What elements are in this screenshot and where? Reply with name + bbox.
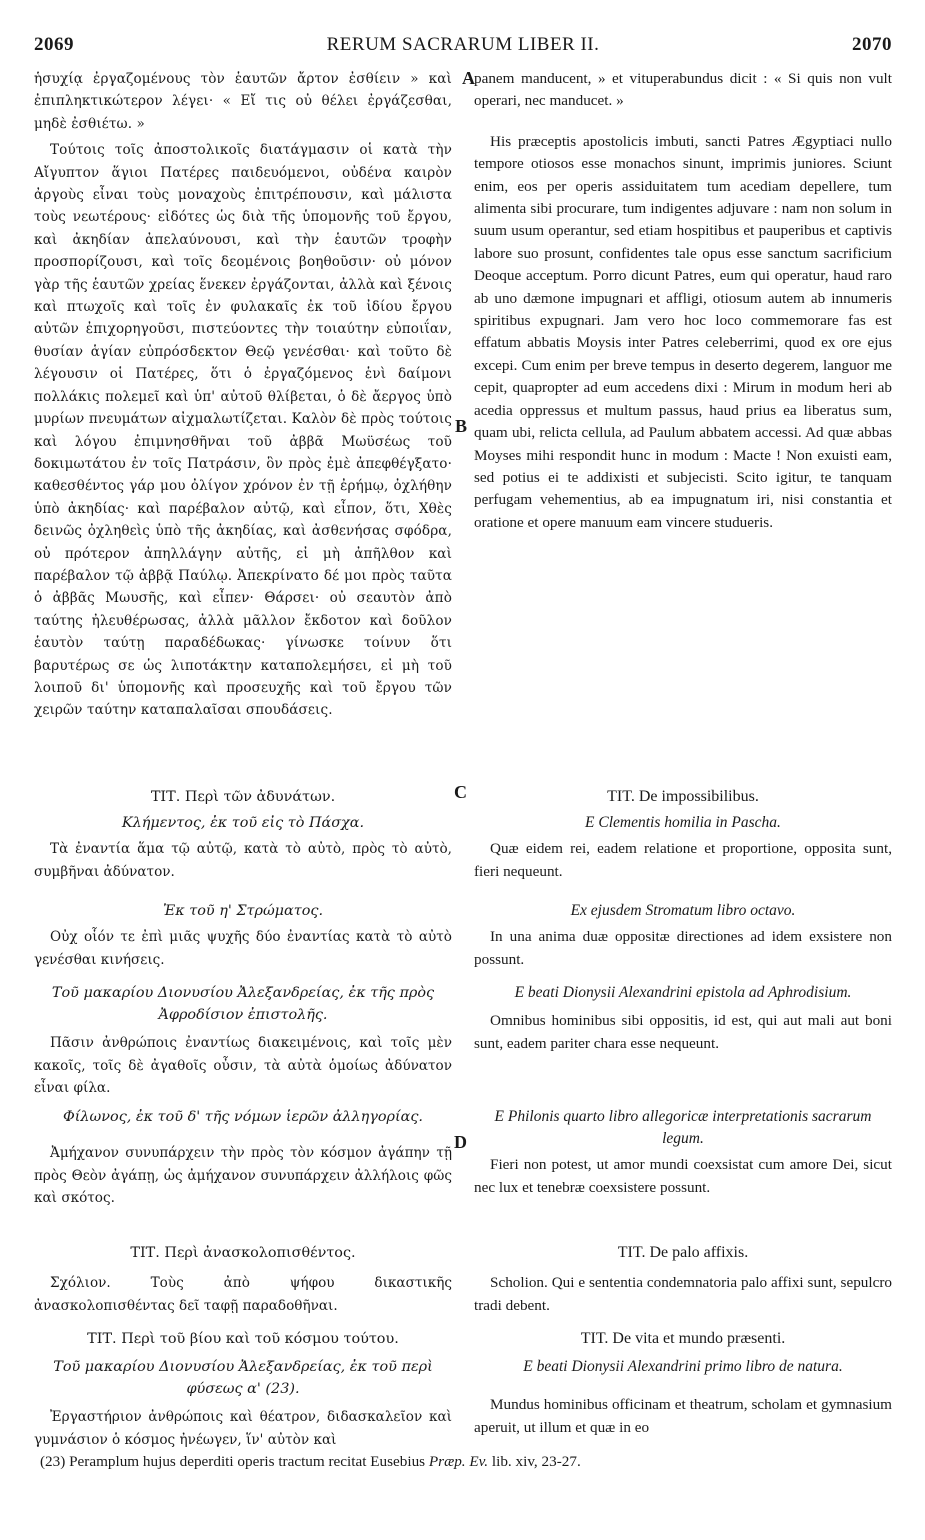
greek-paragraph-2: Τούτοις τοῖς ἀποστολικοῖς διατάγμασιν οἱ κατὰ τὴν Αἴγυπτον ἅγιοι Πατέρες παιδευόμενοι, οὐδένα καιρὸν ἀργοὺς εἶναι τοὺς μοναχοὺς ἐπιτρέπουσιν, καὶ μάλιστα τοὺς νεωτέρους· εἰδότες ὡς διὰ τῆς ὑπομονῆς τοῦ ἔργου, καὶ ἀκηδίαν ἀπελαύνουσι, καὶ τὴν ἑαυτῶν τροφὴν προσπορίζουσι, καὶ τοῖς δεομένοις βοηθοῦσιν· οὐ μόνον γὰρ τῆς ἑαυτῶν χρείας ἕνεκεν ἐργάζονται, ἀλλὰ καὶ ξένοις καὶ πτωχοῖς καὶ τοῖς ἐν φυλακαῖς ἐκ τοῦ ἰδίου ἔργου αὐτῶν ἐπιχορηγοῦσι, πιστεύοντες τὴν τοιαύτην εὐποιΐαν, θυσίαν ἁγίαν εὐπρόσδεκτον Θεῷ γενέσθαι· καὶ τοῦτο δὲ λέγουσιν οἱ Πατέρες, ὅτι ὁ ἐργαζόμενος ἑνὶ δαίμονι πολλάκις πολεμεῖ καὶ ὑπ' αὐτοῦ θλίβεται, ὁ δὲ ἄεργος ὑπὸ μυρίων πνευμάτων αἰχμαλωτίζεται. Καλὸν δὲ πρὸς τούτοις καὶ λόγου ἐπιμνησθῆναι τοῦ ἀββᾶ Μωϋσέως τοῦ δοκιμωτάτου ἐν τοῖς Πατράσιν, ὃν πρὸς ἐμὲ ἀπεφθέγξατο· καθεσθέντος γάρ μου ὀλίγον χρόνον ἐν τῇ ἐρήμῳ, ὀχλήθην ὑπὸ ἀκηδίας· καὶ παρέβαλον αὐτῷ, καὶ εἶπον, ὅτι, Χθὲς δεινῶς ὀχληθεὶς ὑπὸ τῆς ἀκηδίας, καὶ ἀσθενήσας σφόδρα, οὐ πρότερον ἀπηλλάγην αὐτῆς, εἰ μὴ ἀπῆλθον καὶ παρέβαλον τῷ ἀββᾷ Παύλῳ. Ἀπεκρίνατο δέ μοι πρὸς ταῦτα ὁ ἀββᾶς Μωυσῆς, καὶ εἶπεν· Θάρσει· οὐ σεαυτὸν ἀπὸ ταύτης ἠλευθέρωσας, ἀλλὰ μᾶλλον ἔκδοτον καὶ δοῦλον ἑαυτὸν ταύτῃ παραδέδωκας· γίνωσκε τοίνυν ὅτι βαρυτέρως σε ὡς λιποτάκτην καταπολεμήσει, εἰ μὴ τοῦ λοιποῦ δι' ὑπομονῆς καὶ προσευχῆς καὶ τοῦ ἔργου τῶν χειρῶν ταύτην καταπαλαῖσαι σπουδάσεις.	[34, 142, 452, 719]
section-text: Ἐργαστήριον ἀνθρώποις καὶ θέατρον, διδασκαλεῖον καὶ γυμνάσιον ὁ κόσμος ἠνέωγεν, ἵν' αὐτὸν καὶ	[34, 1409, 452, 1448]
section-title: TIT. De impossibilibus.	[607, 788, 759, 805]
greek-paragraph-1: ἡσυχίᾳ ἐργαζομένους τὸν ἑαυτῶν ἄρτον ἐσθίειν » καὶ ἐπιπληκτικώτερον λέγει· « Εἴ τις οὐ θέλει ἐργάζεσθαι, μηδὲ ἐσθιέτω. »	[34, 71, 452, 132]
section-source: Τοῦ μακαρίου Διονυσίου Ἀλεξανδρείας, ἐκ τῆς πρὸς Ἀφροδίσιον ἐπιστολῆς.	[51, 985, 435, 1023]
latin-column-top	[474, 68, 892, 534]
section-text: Scholion. Qui e sententia condemnatoria palo affixi sunt, sepulcro tradi debent.	[474, 1274, 892, 1314]
section-title: ΤΙΤ. Περὶ ἀνασκολοπισθέντος.	[130, 1245, 356, 1261]
section-dionysius-aphrodisius-greek	[34, 982, 452, 1100]
section-text: Τὰ ἐναντία ἅμα τῷ αὐτῷ, κατὰ τὸ αὐτὸ, πρὸς τὸ αὐτὸ, συμβῆναι ἀδύνατον.	[34, 841, 452, 880]
section-text: Omnibus hominibus sibi oppositis, id est, qui aut mali aut boni sunt, eadem pariter chara esse nequeunt.	[474, 1012, 892, 1052]
section-world-latin	[474, 1328, 892, 1439]
section-impaled-greek	[34, 1242, 452, 1317]
margin-marker-d: D	[454, 1132, 467, 1152]
footnote-reference: Præp. Ev.	[428, 1453, 489, 1470]
section-text: Ἀμήχανον συνυπάρχειν τὴν πρὸς τὸν κόσμον ἀγάπην τῇ πρὸς Θεὸν ἀγάπῃ, ὡς ἀμήχανον συνυπάρχειν ἀλλήλοις φῶς καὶ σκότος.	[34, 1145, 452, 1207]
section-source: E beati Dionysii Alexandrini primo libro de natura.	[523, 1358, 843, 1375]
page	[34, 30, 892, 1510]
section-source: Τοῦ μακαρίου Διονυσίου Ἀλεξανδρείας, ἐκ τοῦ περὶ φύσεως α' (23).	[53, 1359, 433, 1397]
footnote-tail: lib. xiv, 23-27.	[491, 1453, 581, 1470]
section-text: In una anima duæ oppositæ directiones ad idem exsistere non possunt.	[474, 928, 892, 968]
section-source: Ἐκ τοῦ η' Στρώματος.	[162, 903, 324, 919]
section-world-greek	[34, 1328, 452, 1451]
section-text: Σχόλιον. Τοὺς ἀπὸ ψήφου δικαστικῆς ἀνασκολοπισθέντας δεῖ ταφῇ παραδοθῆναι.	[34, 1275, 452, 1314]
section-title: ΤΙΤ. Περὶ τῶν ἀδυνάτων.	[150, 789, 336, 805]
section-philo-greek	[34, 1106, 452, 1210]
section-text: Οὐχ οἷόν τε ἐπὶ μιᾶς ψυχῆς δύο ἐναντίας κατὰ τὸ αὐτὸ γενέσθαι κινήσεις.	[34, 929, 452, 968]
section-stromata-latin	[474, 900, 892, 971]
section-source: E Philonis quarto libro allegoricæ interpretationis sacrarum legum.	[494, 1108, 872, 1147]
footnote-text: (23) Peramplum hujus deperditi operis tractum recitat Eusebius	[40, 1453, 426, 1470]
page-number-left: 2069	[34, 34, 74, 55]
section-philo-latin	[474, 1106, 892, 1199]
page-number-right: 2070	[852, 34, 892, 55]
latin-paragraph-2: His præceptis apostolicis imbuti, sancti Patres Ægyptiaci nullo tempore otiosos esse monachos sinunt, imprimis juniores. Sciunt enim, eos per operis assiduitatem tum acediam depellere, tum alimenta sibi procurare, tum indigentes adjuvare : nam non solum in suum usum operantur, sed etiam hospitibus et pauperibus et captivis labore suo prosunt, confidentes tale opus esse sanctum sacrificium Deoque acceptum. Porro dicunt Patres, eum qui operatur, haud raro ab uno dæmone impugnari et affligi, otiosum autem ab innumeris spiritibus expugnari. Jam vero hoc loco commemorare fas est effatum abbatis Moysis inter Patres celeberrimi, quod ex ore ejus excepi. Cum enim per breve tempus in deserto degerem, languor me cepit, quapropter ad eum accedens dixi : Mirum in modum heri ab acedia oppressus et multum passus, haud prius ea liberatus sum, quam ubi, relicta cellula, ad Paulum abbatem accessi. Ad quæ abbas Moyses mihi respondit hunc in modum : Macte ! Non exuisti eam, sed potius ei te addixisti et subjecisti. Scito igitur, te tanquam perfugam vehementius, ab ea impugnatum iri, nisi constantia et oratione et opere manuum eam vincere studueris.	[474, 132, 892, 531]
section-impaled-latin	[474, 1242, 892, 1317]
section-text: Fieri non potest, ut amor mundi coexsistat cum amore Dei, sicut nec lux et tenebræ coexsistere possunt.	[474, 1156, 892, 1196]
section-text: Quæ eidem rei, eadem relatione et proportione, opposita sunt, fieri nequeunt.	[474, 840, 892, 880]
section-source: E Clementis homilia in Pascha.	[585, 814, 781, 831]
section-text: Πᾶσιν ἀνθρώποις ἐναντίως διακειμένοις, καὶ τοῖς μὲν κακοῖς, τοῖς δὲ ἀγαθοῖς οὖσιν, τὰ αὐτὰ ὁμοίως ἀδύνατον εἶναι φίλα.	[34, 1035, 452, 1097]
section-source: E beati Dionysii Alexandrini epistola ad Aphrodisium.	[514, 984, 852, 1001]
section-dionysius-aphrodisius-latin	[474, 982, 892, 1055]
section-impossible-latin	[474, 786, 892, 883]
section-title: TIT. De vita et mundo præsenti.	[580, 1330, 786, 1347]
latin-paragraph-1: panem manducent, » et vituperabundus dicit : « Si quis non vult operari, nec manducet. »	[474, 70, 892, 110]
running-title: RERUM SACRARUM LIBER II.	[326, 34, 600, 55]
running-header	[34, 30, 892, 64]
margin-marker-c: C	[454, 782, 467, 802]
section-source: Φίλωνος, ἐκ τοῦ δ' τῆς νόμων ἱερῶν ἀλληγορίας.	[62, 1109, 423, 1125]
section-impossible-greek	[34, 786, 452, 883]
section-source: Κλήμεντος, ἐκ τοῦ εἰς τὸ Πάσχα.	[121, 815, 365, 831]
section-stromata-greek	[34, 900, 452, 971]
margin-marker-b: B	[455, 416, 468, 436]
section-text: Mundus hominibus officinam et theatrum, scholam et gymnasium aperuit, ut illum et quæ in eo	[474, 1396, 892, 1436]
footnote	[40, 1452, 858, 1472]
section-title: TIT. De palo affixis.	[617, 1244, 749, 1261]
section-title: ΤΙΤ. Περὶ τοῦ βίου καὶ τοῦ κόσμου τούτου.	[87, 1331, 399, 1347]
greek-column-top	[34, 68, 452, 722]
section-source: Ex ejusdem Stromatum libro octavo.	[570, 902, 796, 919]
margin-marker-a: A	[462, 68, 475, 88]
